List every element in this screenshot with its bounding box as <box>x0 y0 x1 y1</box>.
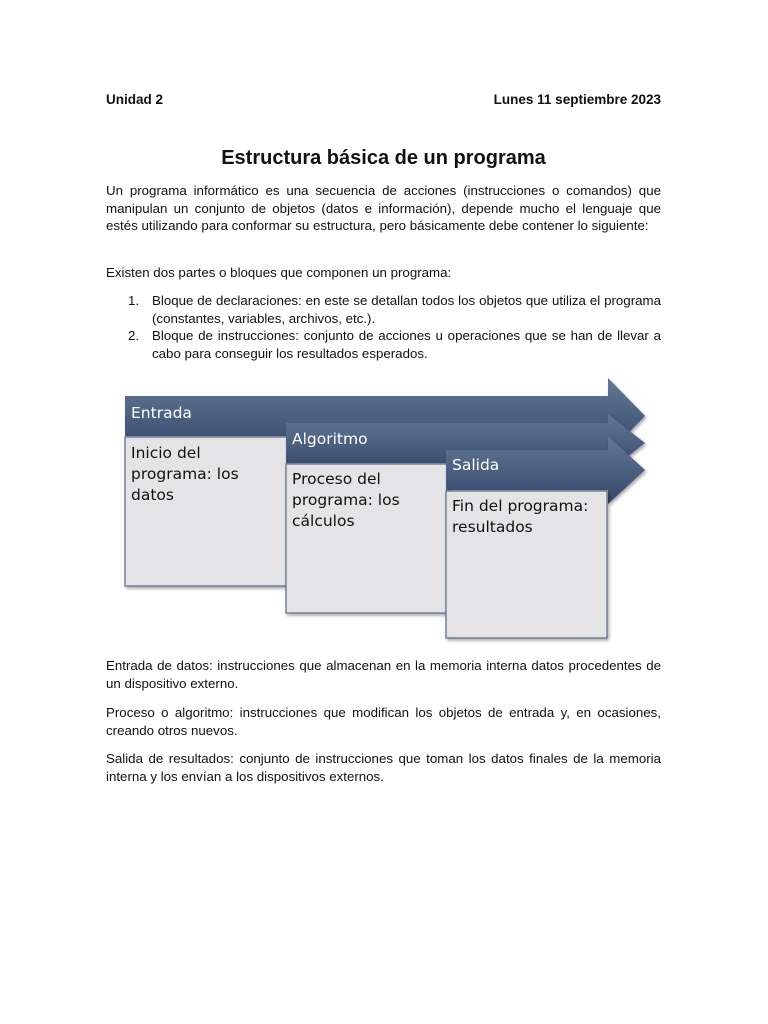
page-header <box>106 92 661 107</box>
parts-intro-paragraph: Existen dos partes o bloques que componen un programa: <box>106 265 452 280</box>
parts-list <box>106 292 661 362</box>
list-item-text: Bloque de declaraciones: en este se detallan todos los objetos que utiliza el programa (constantes, variables, archivos, etc.). <box>152 293 661 326</box>
arrow-label-entrada: Entrada <box>131 404 192 422</box>
unit-label: Unidad 2 <box>106 92 164 107</box>
list-item-number: 2. <box>128 328 140 344</box>
arrow-label-algoritmo: Algoritmo <box>292 430 368 448</box>
paragraph-proceso: Proceso o algoritmo: instrucciones que modifican los objetos de entrada y, en ocasiones, creando otros nuevos. <box>106 705 661 738</box>
box-text-algoritmo: Proceso del programa: los cálculos <box>292 470 400 530</box>
date-label: Lunes 11 septiembre 2023 <box>493 92 661 107</box>
list-item-number: 1. <box>128 293 140 308</box>
list-item-text: Bloque de instrucciones: conjunto de acciones u operaciones que se han de llevar a cabo para conseguir los resultados esperados. <box>152 328 661 361</box>
box-text-salida: Fin del programa: resultados <box>452 497 589 536</box>
box-text-entrada: Inicio del programa: los datos <box>131 444 239 504</box>
list-item <box>106 327 661 362</box>
arrow-label-salida: Salida <box>452 456 500 474</box>
page-title: Estructura básica de un programa <box>221 147 546 169</box>
intro-paragraph: Un programa informático es una secuencia de acciones (instrucciones o comandos) que manipulan un conjunto de objetos (datos e información), depende mucho el lenguaje que estés utilizando para conformar su estructura, pero básicamente debe contener lo siguiente: <box>106 183 661 234</box>
paragraph-salida: Salida de resultados: conjunto de instrucciones que toman los datos finales de la memoria interna y los envían a los dispositivos externos. <box>106 751 661 784</box>
list-item <box>106 292 661 327</box>
paragraph-entrada: Entrada de datos: instrucciones que almacenan en la memoria interna datos procedentes de un dispositivo externo. <box>106 658 661 691</box>
